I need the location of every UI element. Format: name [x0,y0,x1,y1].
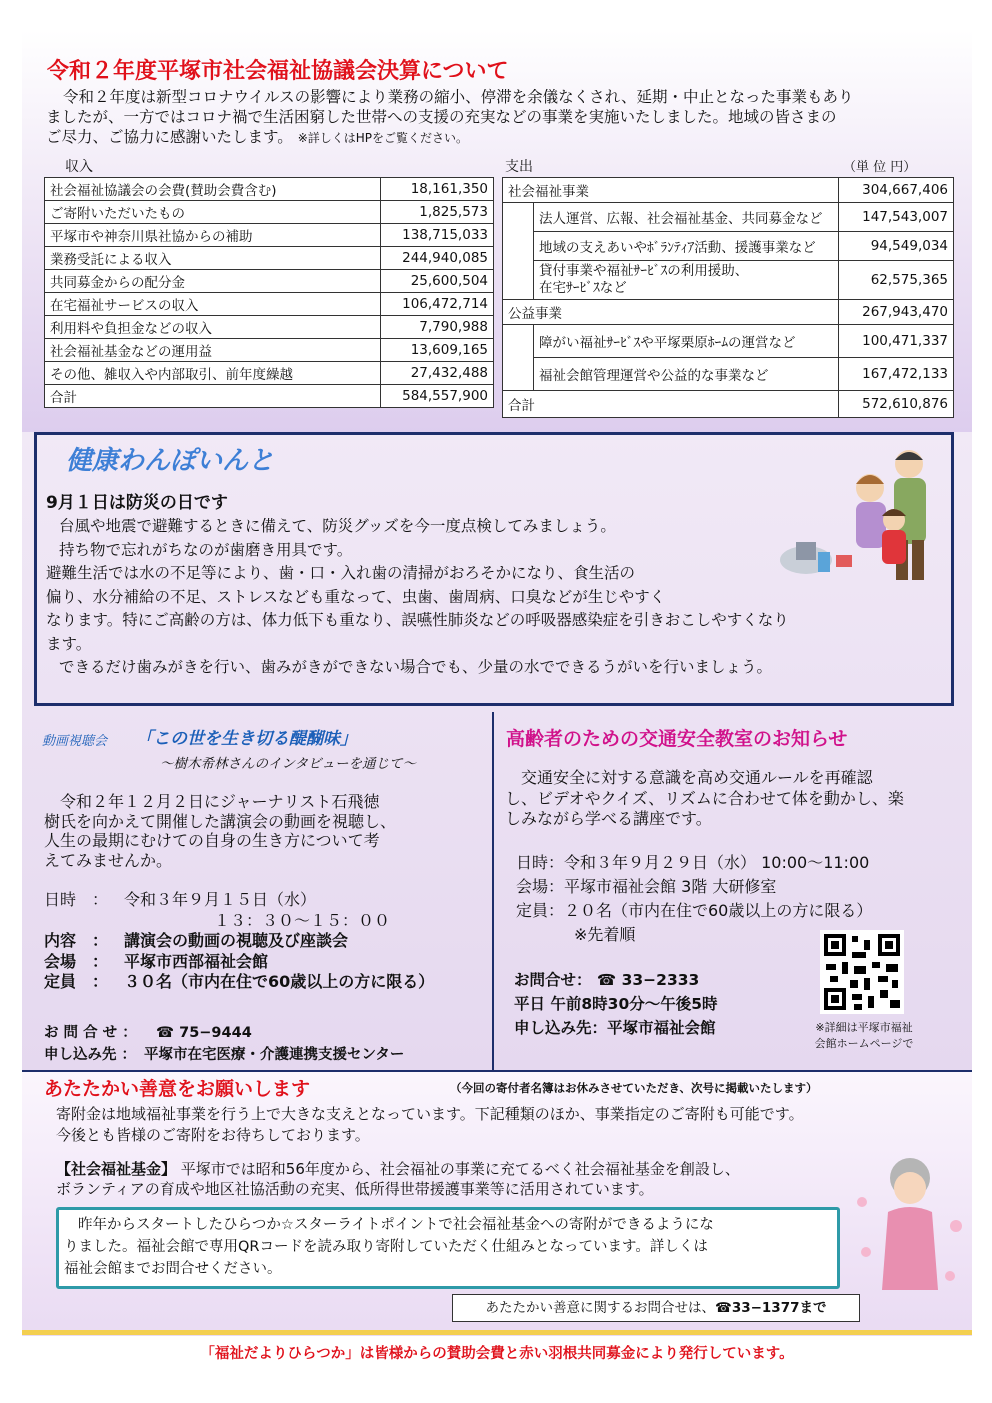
apply-label: 申し込み先 ： [44,1047,137,1063]
income-value: 138,715,033 [381,224,494,247]
health-line: 台風や地震で避難するときに備えて、防災グッズを今一度点検してみましょう。 [59,517,616,535]
table-row [503,232,954,261]
video-line: 人生の最期にむけての自身の生き方について考 [44,831,380,850]
table-row [503,203,954,232]
health-line: なります。特にご高齢の方は、体力低下も重なり、誤嚥性肺炎などの呼吸器感染症を引きおこしやすくなり [46,611,789,629]
qr-module [892,980,898,988]
table-row [45,362,494,385]
contact-label: お 問 合 せ ： [44,1025,137,1041]
bag-shape [796,542,816,560]
capacity-label: 定員 ： [44,972,109,991]
expense-value: 100,471,337 [839,325,954,358]
income-item: その他、雑収入や内部取引、前年度繰越 [45,362,381,385]
expense-value: 62,575,365 [839,261,954,300]
qr-code[interactable] [820,930,904,1014]
income-value: 25,600,504 [381,270,494,293]
traffic-line: し、ビデオやクイズ、リズムに合わせて体を動かし、楽 [505,788,904,808]
video-subtitle: ～樹木希林さんのインタビューを通じて～ [160,756,416,772]
health-heading: 9月１日は防災の日です [46,493,228,513]
woman-body [882,1207,938,1290]
income-table [44,177,494,408]
fund-label: 【社会福祉基金】 [56,1160,177,1178]
venue-label: 会場 ： [44,951,109,971]
table-row [45,201,494,224]
inquiry-text: あたたかい善意に関するお問合せは、 [485,1300,715,1316]
video-body [44,792,484,870]
expense-value: 267,943,470 [839,300,954,325]
table-row [45,247,494,270]
qr-module [842,962,848,974]
finance-title: 令和２年度平塚市社会福祉協議会決算について [47,59,509,84]
video-contact-row [44,1022,404,1044]
expense-item: 法人運営、広報、社会福祉基金、共同募金など [534,203,839,232]
health-line: 偏り、水分補給の不足、ストレスなども重なって、虫歯、歯周病、口臭などが生じやすく [46,587,666,606]
qr-module [864,978,870,990]
video-venue-row [44,952,434,973]
income-item: ご寄附いただいたもの [45,201,381,224]
video-capacity-row [44,972,434,993]
intro-line: 令和２年度は新型コロナウイルスの影響により業務の縮小、停滞を余儀なくされ、延期・中止となった事業もあり [63,88,854,106]
traffic-apply: 申し込み先：平塚市福祉会館 [514,1019,716,1037]
indent-cell [503,325,534,391]
flower-icon [861,1247,871,1257]
donation-title-note: （今回の寄付者名簿はお休みさせていただき、次号に掲載いたします） [450,1081,818,1095]
table-row [45,293,494,316]
video-date-row [44,890,434,911]
intro-last: ご尽力、ご協力に感謝いたします。 [46,128,293,146]
qr-module [854,1004,862,1010]
income-value: 27,432,488 [381,362,494,385]
table-row [503,325,954,358]
expense-table [502,177,954,418]
expense-item-line: 貸付事業や福祉ｻｰﾋﾞｽの利用援助、 [539,263,749,279]
qr-module [850,980,858,988]
income-item: 平塚市や神奈川県社協からの補助 [45,224,381,247]
expense-item: 障がい福祉ｻｰﾋﾞｽや平塚栗原ﾎｰﾑの運営など [534,325,839,358]
intro-note: ※詳しくはHPをご覧ください。 [297,131,469,145]
video-title: 「この世を生き切る醍醐味」 [136,729,357,749]
father-hair [895,452,923,460]
donation-title: あたたかい善意をお願いします [44,1078,311,1100]
income-value: 1,825,573 [381,201,494,224]
qr-finder [885,941,893,949]
child-body [882,530,906,564]
starlight-line: 福祉会館までお問合せください。 [64,1261,282,1277]
income-item: 社会福祉基金などの運用益 [45,339,381,362]
traffic-note: ※先着順 [574,925,636,944]
video-content-row [44,931,434,952]
woman-illustration [852,1150,972,1300]
fund-desc: 平塚市では昭和56年度から、社会福祉の事業に充てるべく社会福祉基金を創設し、 [180,1160,740,1178]
income-item: 業務受託による収入 [45,247,381,270]
video-line: 令和２年１２月２日にジャーナリスト石飛徳 [60,792,380,811]
intro-line [46,127,946,148]
section-divider [22,1070,972,1072]
qr-module [886,964,898,972]
income-item: 共同募金からの配分金 [45,270,381,293]
qr-module [854,966,866,974]
unit-label: （単 位 円） [843,160,917,175]
fund-line: ボランティアの育成や地区社協活動の充実、低所得世帯援護事業等に活用されています。 [56,1180,654,1198]
donation-body [56,1104,956,1146]
table-row [503,391,954,418]
qr-module [878,976,888,982]
video-content: 講演会の動画の視聴及び座談会 [124,931,349,950]
footer-rule [22,1330,972,1335]
qr-note-line: ※詳細は平塚市福祉 [815,1021,913,1034]
traffic-contact [514,968,718,1040]
content-label: 内容 ： [44,931,109,950]
expense-item [534,261,839,300]
traffic-capacity: 定員：２０名（市内在住で60歳以上の方に限る） [516,901,873,920]
expense-value: 304,667,406 [839,178,954,203]
qr-note [800,1020,928,1052]
qr-module [852,994,862,1000]
income-value: 13,609,165 [381,339,494,362]
expense-category: 公益事業 [503,300,839,325]
health-line: 持ち物で忘れがちなのが歯磨き用具です。 [59,540,353,559]
flower-icon [950,1220,962,1232]
table-row [45,270,494,293]
income-total-label: 合計 [45,385,381,408]
intro-line: ましたが、一方ではコロナ禍で生活困窮した世帯への支援の充実などの事業を実施いたしました。地域の皆さまの [46,108,837,126]
expense-item-line: 在宅ｻｰﾋﾞｽなど [539,280,627,296]
video-venue: 平塚市西部福祉会館 [124,951,269,971]
traffic-line: 交通安全に対する意識を高め交通ルールを再確認 [521,768,873,787]
table-row [45,339,494,362]
traffic-phone: お問合せ： ☎ 33−2333 [514,971,700,989]
donation-line: 寄附金は地域福祉事業を行う上で大きな支えとなっています。下記種類のほか、事業指定のご寄附も可能です。 [56,1105,804,1123]
traffic-hours: 平日 午前8時30分～午後5時 [514,995,718,1013]
video-time: １３：３０～１５：００ [214,910,391,930]
traffic-body [505,768,955,830]
income-item: 在宅福祉サービスの収入 [45,293,381,316]
income-total-value: 584,557,900 [381,385,494,408]
table-row [503,178,954,203]
finance-intro [46,87,946,148]
father-leg [912,540,924,580]
video-line: 樹氏を向かえて開催した講演会の動画を視聴し、 [44,811,397,831]
date-label: 日時 ： [44,890,109,909]
income-value: 106,472,714 [381,293,494,316]
table-row [45,178,494,201]
income-value: 244,940,085 [381,247,494,270]
video-tag: 動画視聴会 [42,734,108,749]
donation-line: 今後とも皆様のご寄附をお待ちしております。 [56,1126,370,1144]
bottle-shape [818,552,830,572]
footer-text: 「福祉だよりひらつか」は皆様からの賛助会費と赤い羽根共同募金により発行しています。 [22,1336,972,1372]
expense-total-label: 合計 [503,391,839,418]
starlight-line: りました。福祉会館で専用QRコードを読み取り寄附していただく仕組みとなっています。詳しくは [64,1239,708,1255]
video-apply-row [44,1044,404,1066]
video-capacity: ３０名（市内在住で60歳以上の方に限る） [124,972,435,991]
income-item: 社会福祉協議会の会費(賛助会費含む) [45,178,381,201]
qr-module [864,940,870,950]
inquiry-phone: ☎33−1377まで [715,1300,827,1316]
video-details [44,890,434,993]
traffic-line: しみながら学べる講座です。 [505,809,712,828]
qr-module [830,976,838,982]
expense-category: 社会福祉事業 [503,178,839,203]
traffic-date: 日時：令和３年９月２９日（水） 10:00～11:00 [516,853,870,872]
income-item: 利用料や負担金などの収入 [45,316,381,339]
qr-note-line: 会館ホームページで [814,1037,914,1050]
mother-body [856,502,886,548]
flower-icon [857,1197,867,1207]
item-shape [836,555,852,567]
video-apply: 平塚市在宅医療・介護連携支援センター [144,1047,405,1063]
health-title: 健康わんぽいんと [66,446,275,476]
starlight-text [64,1214,834,1280]
expense-value: 147,543,007 [839,203,954,232]
column-divider [492,712,494,1070]
health-line: できるだけ歯みがきを行い、歯みがきができない場合でも、少量の水でできるうがいを行いましょう。 [59,658,773,676]
qr-module [872,962,880,968]
income-label: 収入 [65,159,93,175]
expense-total-value: 572,610,876 [839,391,954,418]
qr-finder [831,941,839,949]
mother-hair [856,475,884,484]
traffic-venue: 会場：平塚市福祉会館 3階 大研修室 [516,877,777,896]
table-row [503,358,954,391]
qr-finder [831,995,839,1003]
donation-inquiry [452,1294,860,1322]
table-row [45,385,494,408]
expense-label: 支出 [505,159,533,175]
qr-module [852,952,866,958]
video-line: えてみませんか。 [44,850,173,870]
woman-face [894,1172,926,1204]
table-row [45,316,494,339]
traffic-details [516,851,872,947]
income-value: 7,790,988 [381,316,494,339]
qr-module [852,936,858,942]
qr-module [826,964,836,970]
table-row [503,300,954,325]
health-line: 避難生活では水の不足等により、歯・口・入れ歯の清掃がおろそかになり、食生活の [46,564,636,582]
table-row [503,261,954,300]
qr-module [890,1000,900,1008]
family-illustration [776,440,946,590]
video-contact [44,1022,404,1066]
table-row [45,224,494,247]
flower-icon [945,1271,955,1281]
indent-cell [503,203,534,300]
video-phone: ☎ 75−9444 [156,1025,252,1041]
video-date: 令和３年９月１５日（水） [124,890,317,909]
fund-text [56,1159,896,1199]
income-value: 18,161,350 [381,178,494,201]
expense-item: 福祉会館管理運営や公益的な事業など [534,358,839,391]
starlight-line: 昨年からスタートしたひらつか☆スターライトポイントで社会福祉基金への寄附ができるようにな [78,1217,714,1233]
traffic-title: 高齢者のための交通安全教室のお知らせ [506,728,848,750]
health-line: ます。 [46,634,92,653]
qr-module [880,990,888,998]
expense-value: 94,549,034 [839,232,954,261]
expense-value: 167,472,133 [839,358,954,391]
expense-item: 地域の支えあいやﾎﾞﾗﾝﾃｨｱ活動、援護事業など [534,232,839,261]
fund-line [56,1159,896,1179]
qr-module [868,996,874,1008]
